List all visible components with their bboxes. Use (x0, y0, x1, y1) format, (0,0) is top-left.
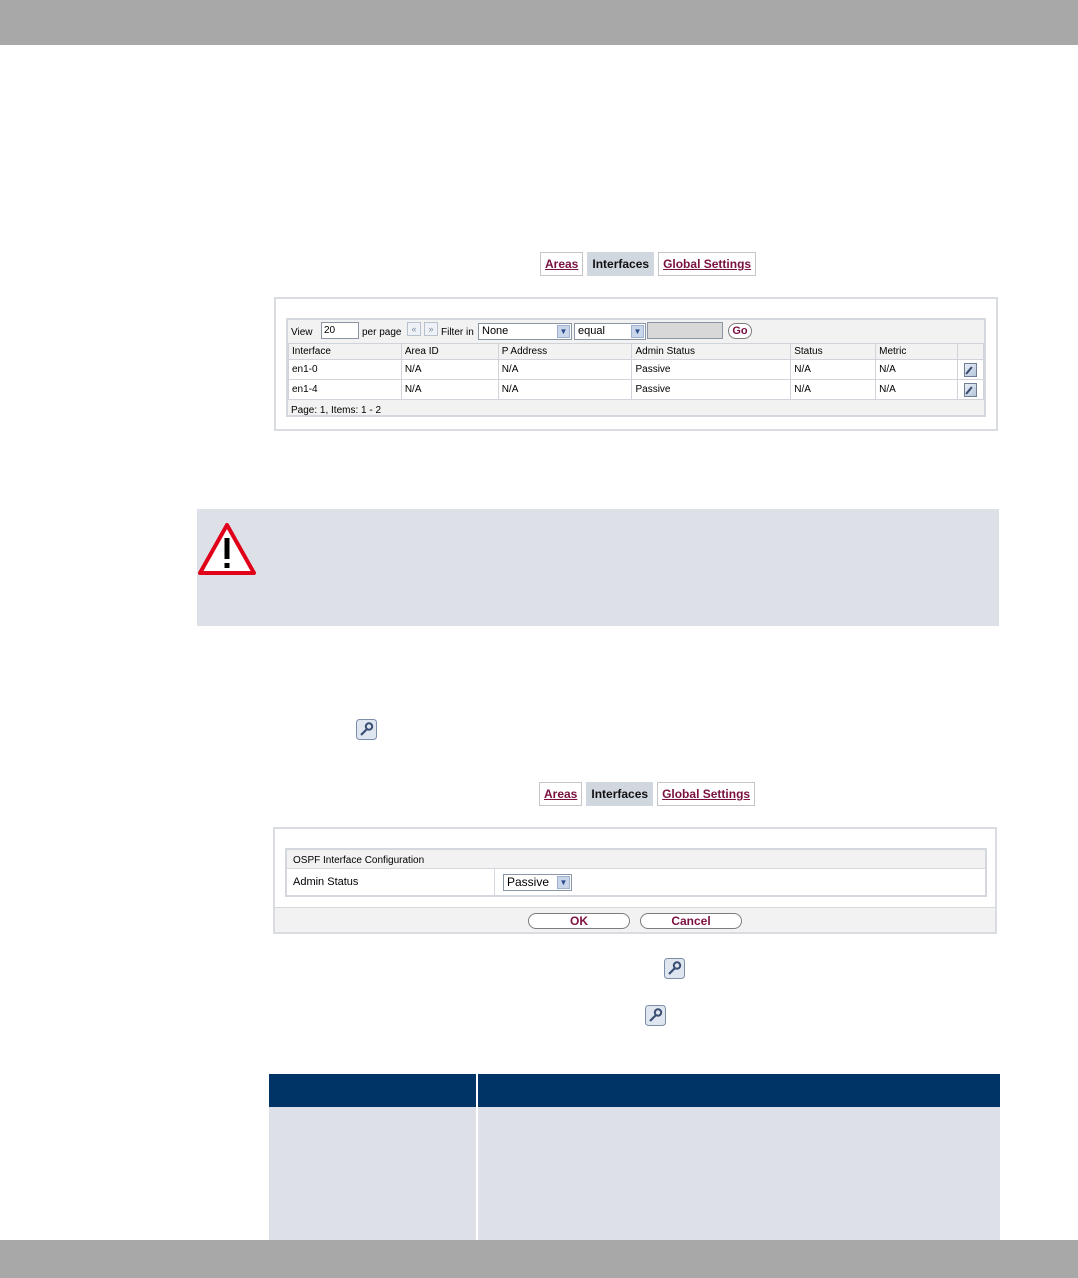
cell-admin-status: Passive (632, 380, 791, 400)
col-header[interactable]: Interface (289, 344, 402, 360)
wrench-icon (664, 958, 685, 984)
tab-interfaces[interactable]: Interfaces (586, 782, 653, 806)
table-row (289, 360, 984, 380)
admin-status-label: Admin Status (293, 876, 359, 888)
cell-area-id: N/A (401, 380, 498, 400)
cell-ip: N/A (498, 380, 632, 400)
ok-button[interactable]: OK (528, 913, 630, 929)
filter-value-input[interactable] (647, 322, 723, 339)
reference-table-body (269, 1107, 1000, 1240)
wrench-icon (645, 1005, 666, 1031)
filter-op-value: equal (578, 325, 605, 337)
chevron-down-icon: ▼ (557, 876, 570, 889)
cell-actions (957, 360, 983, 380)
col-header-actions (957, 344, 983, 360)
tab-interfaces[interactable]: Interfaces (587, 252, 654, 276)
list-frame (286, 318, 986, 417)
cell-status: N/A (791, 360, 876, 380)
col-header[interactable]: Status (791, 344, 876, 360)
prev-page-button[interactable]: « (407, 322, 421, 336)
tab-areas[interactable]: Areas (539, 782, 582, 806)
col-header[interactable]: P Address (498, 344, 632, 360)
col-header[interactable]: Metric (876, 344, 958, 360)
go-button[interactable]: Go (728, 323, 752, 339)
table-row (289, 380, 984, 400)
reference-table-header (269, 1074, 1000, 1107)
filter-field-value: None (482, 325, 509, 337)
chevron-down-icon: ▼ (557, 325, 570, 338)
bottom-bar (0, 1240, 1078, 1278)
warning-box (197, 509, 999, 626)
cell-interface: en1-0 (289, 360, 402, 380)
view-label: View (291, 327, 313, 338)
admin-status-value: Passive (507, 875, 550, 889)
tab-global-settings[interactable]: Global Settings (658, 252, 756, 276)
filter-in-label: Filter in (441, 327, 474, 338)
body-divider (476, 1107, 478, 1240)
tab-areas[interactable]: Areas (540, 252, 583, 276)
cell-area-id: N/A (401, 360, 498, 380)
header-divider (476, 1074, 478, 1107)
interfaces-table (288, 343, 984, 400)
config-section-title: OSPF Interface Configuration (287, 850, 985, 869)
per-page-label: per page (362, 327, 402, 338)
button-bar (275, 907, 995, 932)
cell-status: N/A (791, 380, 876, 400)
cell-actions (957, 380, 983, 400)
warning-triangle-icon (197, 522, 257, 576)
edit-icon[interactable] (964, 363, 977, 377)
pagination-footer: Page: 1, Items: 1 - 2 (291, 405, 382, 416)
col-header[interactable]: Area ID (401, 344, 498, 360)
column-divider (494, 869, 495, 895)
filter-op-select[interactable] (574, 323, 646, 340)
chevron-down-icon: ▼ (631, 325, 644, 338)
col-header[interactable]: Admin Status (632, 344, 791, 360)
wrench-icon (356, 719, 377, 745)
tab-bar-1 (540, 252, 756, 276)
edit-icon[interactable] (964, 383, 977, 397)
cell-ip: N/A (498, 360, 632, 380)
cell-interface: en1-4 (289, 380, 402, 400)
cell-metric: N/A (876, 360, 958, 380)
table-header-row (289, 344, 984, 360)
config-frame (285, 848, 987, 897)
interfaces-list-panel (274, 297, 998, 431)
cell-metric: N/A (876, 380, 958, 400)
tab-global-settings[interactable]: Global Settings (657, 782, 755, 806)
interface-config-panel (273, 827, 997, 934)
filter-field-select[interactable] (478, 323, 572, 340)
cancel-button[interactable]: Cancel (640, 913, 742, 929)
top-bar (0, 0, 1078, 45)
cell-admin-status: Passive (632, 360, 791, 380)
per-page-input[interactable]: 20 (321, 322, 359, 339)
next-page-button[interactable]: » (424, 322, 438, 336)
tab-bar-2 (539, 782, 755, 806)
admin-status-select[interactable] (503, 874, 572, 891)
